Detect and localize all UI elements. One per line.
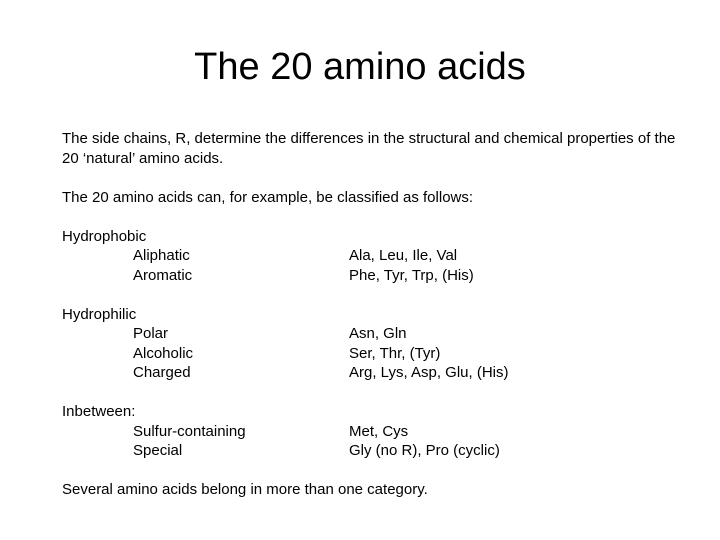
footer-note: Several amino acids belong in more than one category. xyxy=(62,481,428,498)
intro-paragraph: The side chains, R, determine the differences in the structural and chemical properties of the 20 ‘natural’ amino acids. xyxy=(62,130,676,167)
class-label: Polar xyxy=(133,325,169,342)
class-row xyxy=(62,402,682,422)
group-heading: Hydrophobic xyxy=(62,227,147,245)
class-label: Alcoholic xyxy=(133,344,194,362)
group-heading: Hydrophilic xyxy=(62,305,137,323)
group-heading: Inbetween: xyxy=(62,403,136,420)
lead-paragraph: The 20 amino acids can, for example, be classified as follows: xyxy=(62,188,474,206)
class-label: Aromatic xyxy=(133,266,193,284)
slide-body xyxy=(62,129,682,500)
class-label: Charged xyxy=(133,364,191,381)
slide-title: The 20 amino acids xyxy=(194,46,526,88)
class-row xyxy=(62,363,682,383)
class-row xyxy=(62,441,682,461)
class-label: Special xyxy=(133,442,183,459)
class-row xyxy=(62,246,682,266)
class-row xyxy=(62,266,682,286)
class-label: Sulfur-containing xyxy=(133,422,246,440)
class-value: Asn, Gln xyxy=(349,325,407,342)
class-row xyxy=(62,422,682,442)
class-value: Ser, Thr, (Tyr) xyxy=(349,344,441,362)
class-value: Arg, Lys, Asp, Glu, (His) xyxy=(349,364,509,381)
class-row xyxy=(62,344,682,364)
class-value: Gly (no R), Pro (cyclic) xyxy=(349,442,500,459)
class-row xyxy=(62,324,682,344)
group-inbetween xyxy=(62,402,682,461)
class-label: Aliphatic xyxy=(133,247,190,264)
class-value: Met, Cys xyxy=(349,422,409,440)
group-hydrophobic xyxy=(62,227,682,286)
class-value: Phe, Tyr, Trp, (His) xyxy=(349,266,474,284)
class-value: Ala, Leu, Ile, Val xyxy=(349,247,458,264)
group-hydrophilic xyxy=(62,305,682,383)
